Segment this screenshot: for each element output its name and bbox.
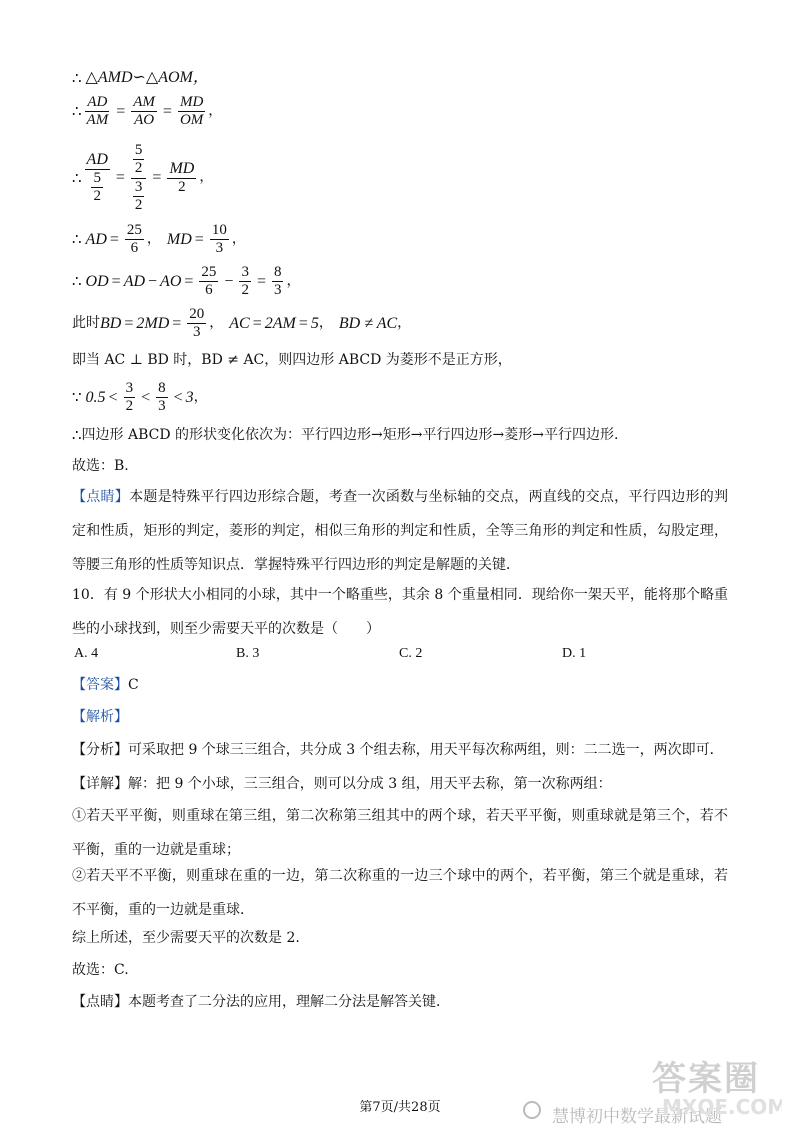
similar-triangles-statement: △AMD∽△AOM，: [85, 69, 209, 86]
answer-choice-prev: 故选：B.: [72, 458, 129, 474]
proof-line-4: ∴ AD = $\frac{25}{6}$ ， MD = $\frac{10}{3}$ ，: [72, 222, 246, 257]
fraction: $\frac{20}{3}$: [189, 306, 205, 341]
proof-line-9: ∴ 四边形 ABCD 的形状变化依次为：平行四边形→矩形→平行四边形→菱形→平行四边形.: [72, 426, 619, 444]
fraction: $\frac{10}{3}$: [211, 222, 227, 257]
fraction: $\frac{MD}{OM}$: [179, 94, 204, 129]
solution-summary: 综上所述，至少需要天平的次数是 2.: [72, 930, 300, 946]
proof-line-1: [72, 68, 730, 88]
comment-paragraph-2: 【点睛】本题考查了二分法的应用，理解二分法是解答关键．: [72, 994, 450, 1010]
therefore-symbol: ∴: [72, 230, 82, 249]
watermark-logo: [512, 1050, 782, 1130]
solution-case-2: ②若天平不平衡，则重球在重的一边，第二次称重的一边三个球中的两个，若平衡，第三个就是重球，若不平衡，重的一边就是重球．: [72, 868, 728, 918]
answer-value: C: [128, 677, 139, 693]
fraction: $\frac{AD}{AM}$: [86, 94, 109, 129]
proof-line-8: ∵ 0.5 < $\frac{3}{2}$ < $\frac{8}{3}$ < 3 ，: [72, 380, 208, 415]
fraction: $\frac{AM}{AO}$: [133, 94, 155, 129]
solution-case-1: ①若天平平衡，则重球在第三组，第二次称第三组其中的两个球，若天平平衡，则重球就是第三个，若不平衡，重的一边就是重球；: [72, 808, 728, 858]
proof-line-5: ∴ OD = AD − AO = $\frac{25}{6}$ − $\frac{3}{2}$ = $\frac{8}{3}$ ，: [72, 264, 301, 299]
page-footer: 第7页/共28页: [359, 1100, 441, 1115]
option-b: B. 3: [236, 646, 260, 661]
fraction: $\frac{3}{2}$: [241, 264, 249, 299]
watermark-url: MXQE.COM: [662, 1095, 782, 1119]
therefore-symbol: ∴: [72, 102, 82, 121]
fraction: $\frac{8}{3}$: [158, 380, 166, 415]
fraction: $\frac{25}{6}$: [201, 264, 217, 299]
proof-line-3: ∴ $\frac{AD}{\frac{5}{2}}$ = $\frac{\frac{5}{2}}{\frac{3}{2}}$ = $\frac{MD}{2}$ ，: [72, 142, 214, 213]
watermark-title: 答案圈: [652, 1059, 760, 1099]
fraction: $\frac{25}{6}$: [126, 222, 142, 257]
proof-line-2: ∴ $\frac{AD}{AM}$ = $\frac{AM}{AO}$ = $\frac{MD}{OM}$ ，: [72, 94, 223, 129]
comment-tag: 【点睛】: [72, 489, 130, 505]
fraction: $\frac{8}{3}$: [273, 264, 282, 299]
analysis-heading: 【解析】: [72, 709, 128, 725]
answer-tag: 【答案】: [72, 677, 128, 693]
because-symbol: ∵: [72, 388, 82, 407]
detailed-solution: 【详解】解：把 9 个小球，三三组合，则可以分成 3 组，用天平去称，第一次称两组：: [72, 776, 612, 792]
watermark-caption: 慧博初中数学最新试题: [552, 1107, 722, 1127]
fraction: $\frac{MD}{2}$: [169, 159, 195, 196]
answer-line: [72, 677, 730, 695]
therefore-symbol: ∴: [72, 426, 82, 444]
option-d: D. 1: [562, 646, 587, 661]
therefore-symbol: ∴: [72, 272, 82, 291]
compound-fraction: $\frac{\frac{5}{2}}{\frac{3}{2}}$: [131, 142, 147, 214]
solution-choice: 故选：C.: [72, 962, 129, 978]
compound-fraction: $\frac{AD}{\frac{5}{2}}$: [86, 150, 108, 205]
therefore-symbol: ∴: [72, 168, 82, 187]
fraction: $\frac{3}{2}$: [125, 380, 134, 415]
option-c: C. 2: [399, 646, 423, 661]
question-10-stem: 10．有 9 个形状大小相同的小球，其中一个略重些，其余 8 个重量相同．现给你一架天平，能将那个略重些的小球找到，则至少需要天平的次数是（ ）: [72, 587, 728, 637]
analysis-summary: 【分析】可采取把 9 个球三三组合，共分成 3 个组去称，用天平每次称两组，则：二二选一，两次即可．: [72, 742, 724, 758]
proof-line-6: 此时 BD = 2MD = $\frac{20}{3}$ ， AC = 2AM = 5 ， BD ≠ AC ，: [72, 306, 412, 341]
option-a: A. 4: [74, 646, 99, 661]
comment-paragraph-1: 【点睛】本题是特殊平行四边形综合题，考查一次函数与坐标轴的交点，两直线的交点，平行四边形的判定和性质，矩形的判定，菱形的判定，相似三角形的判定和性质，全等三角形的判定和性质，勾股定理，等腰三角形的性质等知识点．掌握特殊平行四边形的判定是解题的关键．: [72, 489, 729, 573]
therefore-symbol: ∴: [72, 68, 82, 87]
proof-line-7: 即当 AC ⊥ BD 时，BD ≠ AC，则四边形 ABCD 为菱形不是正方形，: [72, 352, 512, 368]
